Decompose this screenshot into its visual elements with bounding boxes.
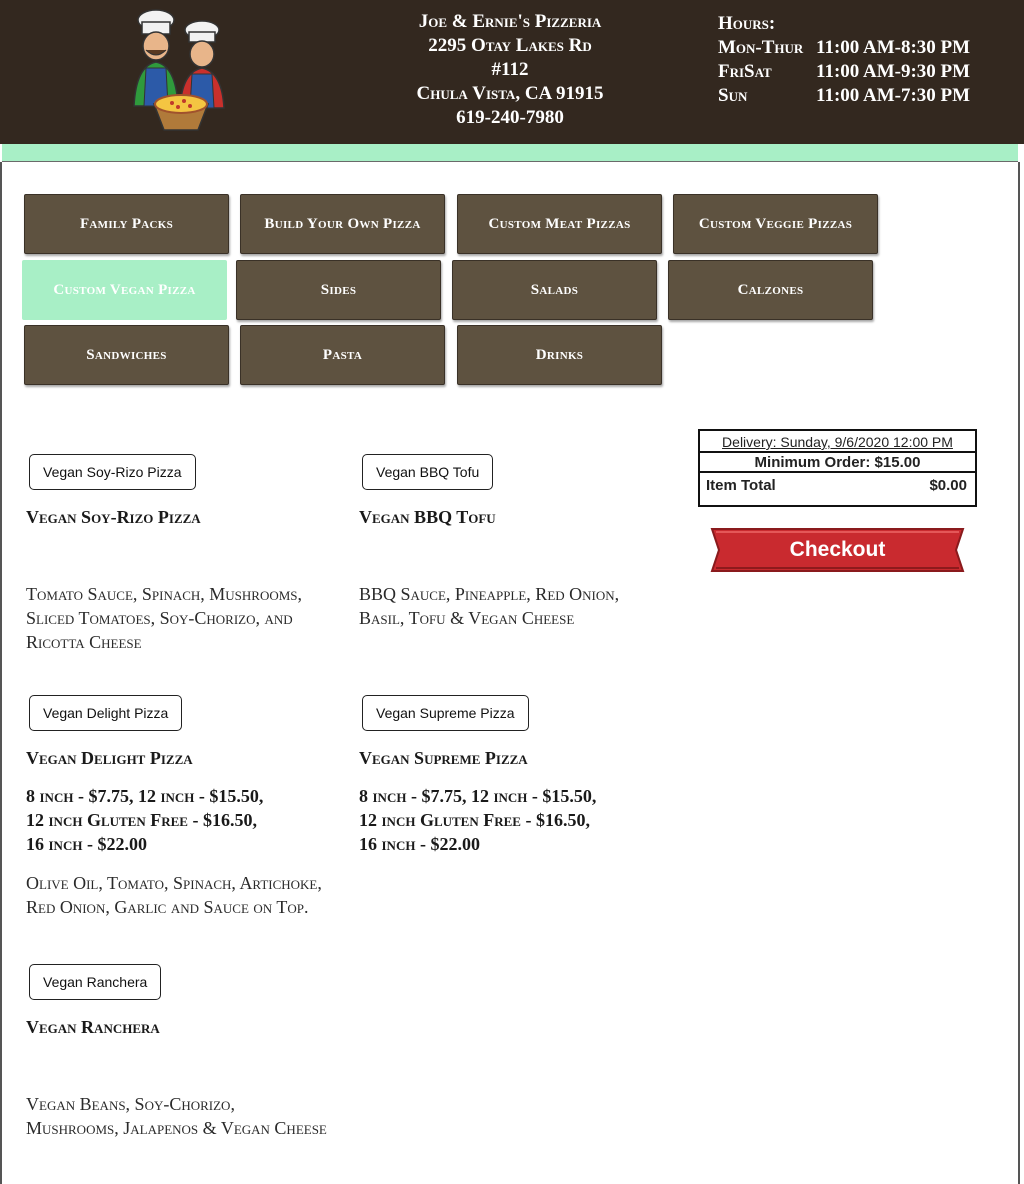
add-vegan-ranchera-button[interactable]: Vegan Ranchera [29,964,161,1000]
nav-build-your-own-pizza[interactable]: Build Your Own Pizza [240,194,445,254]
hours-title: Hours: [718,13,776,34]
nav-custom-vegan-pizza[interactable]: Custom Vegan Pizza [22,260,227,320]
item-description: Basil, Tofu & Vegan Cheese [359,608,575,628]
menu-item [359,454,679,630]
item-total-label: Item Total [706,477,776,494]
item-description: Mushrooms, Jalapenos & Vegan Cheese [26,1118,327,1138]
menu-item [26,695,346,919]
phone-number: 619-240-7980 [456,107,564,128]
menu-item [359,695,679,856]
hours-days: Sun [718,85,748,106]
item-total-value: $0.00 [929,477,967,494]
restaurant-name: Joe & Ernie's Pizzeria [418,11,602,32]
hours-row [718,36,970,60]
minimum-order: Minimum Order: $15.00 [700,453,975,473]
item-price: 16 inch - $22.00 [359,834,480,854]
address-line3: Chula Vista, CA 91915 [416,83,604,104]
checkout-button[interactable]: Checkout [789,538,886,561]
item-description: Ricotta Cheese [26,632,142,652]
nav-custom-veggie-pizzas[interactable]: Custom Veggie Pizzas [673,194,878,254]
nav-sandwiches[interactable]: Sandwiches [24,325,229,385]
address-line2: #112 [491,59,529,80]
item-title: Vegan Ranchera [26,1017,160,1037]
item-title: Vegan Supreme Pizza [359,748,528,768]
site-header [0,0,1024,144]
item-price: 12 inch Gluten Free - $16.50, [359,810,590,830]
nav-drinks[interactable]: Drinks [457,325,662,385]
nav-calzones[interactable]: Calzones [668,260,873,320]
hours-row [718,60,970,84]
item-description: Olive Oil, Tomato, Spinach, Artichoke, [26,873,322,893]
menu-item [26,964,366,1140]
address-line1: 2295 Otay Lakes Rd [428,35,592,56]
item-title: Vegan Delight Pizza [26,748,193,768]
restaurant-address [380,10,640,130]
nav-pasta[interactable]: Pasta [240,325,445,385]
item-price: 12 inch Gluten Free - $16.50, [26,810,257,830]
item-description: Vegan Beans, Soy-Chorizo, [26,1094,235,1114]
item-description: BBQ Sauce, Pineapple, Red Onion, [359,584,620,604]
nav-salads[interactable]: Salads [452,260,657,320]
item-title: Vegan Soy-Rizo Pizza [26,507,201,527]
item-description: Red Onion, Garlic and Sauce on Top. [26,897,309,917]
item-title: Vegan BBQ Tofu [359,507,496,527]
chefs-logo-icon [128,6,232,132]
nav-family-packs[interactable]: Family Packs [24,194,229,254]
item-price: 16 inch - $22.00 [26,834,147,854]
item-description: Tomato Sauce, Spinach, Mushrooms, [26,584,303,604]
hours-time: 11:00 AM-8:30 PM [816,37,971,58]
delivery-time-link[interactable]: Delivery: Sunday, 9/6/2020 12:00 PM [700,431,975,453]
hours-row [718,84,970,108]
menu-item [26,454,346,654]
hours-time: 11:00 AM-7:30 PM [816,85,971,106]
item-total-row [700,473,975,505]
order-summary [698,429,977,507]
item-description: Sliced Tomatoes, Soy-Chorizo, and [26,608,293,628]
hours-time: 11:00 AM-9:30 PM [816,61,971,82]
hours-days: Mon-Thur [718,37,804,58]
add-vegan-delight-pizza-button[interactable]: Vegan Delight Pizza [29,695,182,731]
nav-sides[interactable]: Sides [236,260,441,320]
frame-border [1018,162,1020,1184]
add-vegan-soy-rizo-pizza-button[interactable]: Vegan Soy-Rizo Pizza [29,454,196,490]
add-vegan-bbq-tofu-button[interactable]: Vegan BBQ Tofu [362,454,493,490]
add-vegan-supreme-pizza-button[interactable]: Vegan Supreme Pizza [362,695,529,731]
nav-custom-meat-pizzas[interactable]: Custom Meat Pizzas [457,194,662,254]
item-price: 8 inch - $7.75, 12 inch - $15.50, [26,786,264,806]
header-divider [2,144,1018,162]
hours-block [718,12,970,108]
hours-days: FriSat [718,61,772,82]
frame-border [0,162,2,1184]
item-price: 8 inch - $7.75, 12 inch - $15.50, [359,786,597,806]
